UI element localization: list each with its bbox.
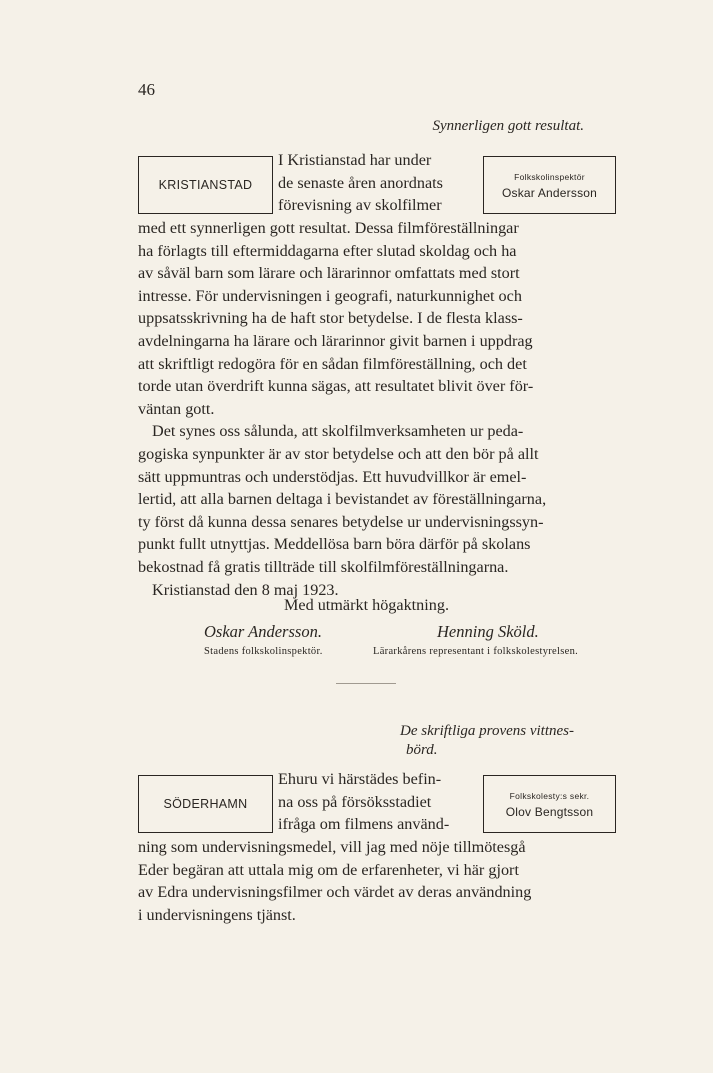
inspector-title: Folkskolesty:s sekr.: [509, 791, 590, 801]
section-heading-2: [400, 722, 620, 760]
place-box-kristianstad: [138, 156, 273, 214]
place-label: KRISTIANSTAD: [158, 178, 253, 192]
side-text-1: [278, 149, 475, 217]
place-box-soderhamn: [138, 775, 273, 833]
inspector-box-1: [483, 156, 616, 214]
text-line: de senaste åren anordnats: [278, 173, 443, 192]
text-line: med ett synnerligen gott resultat. Dessa filmföreställningar: [138, 219, 519, 237]
text-line: att skriftligt redogöra för en sådan filmföreställning, och det: [138, 354, 527, 373]
inspector-name: Olov Bengtsson: [505, 805, 594, 819]
text-line: Ehuru vi härstädes befin-: [278, 770, 442, 788]
dateline: Kristianstad den 8 maj 1923.: [152, 580, 339, 599]
text-line: lertid, att alla barnen deltaga i bevistandet av föreställningarna,: [138, 490, 547, 509]
text-line: punkt fullt utnyttjas. Meddellösa barn böra därför på skolans: [138, 535, 531, 554]
text-line: förevisning av skolfilmer: [278, 196, 442, 215]
text-line: I Kristianstad har under: [278, 151, 432, 169]
section-heading-1: Synnerligen gott resultat.: [432, 118, 584, 134]
text-line: ty först då kunna dessa senares betydelse ur undervisningssyn-: [138, 512, 544, 531]
side-text-2: [278, 768, 475, 836]
signature-title-1: Stadens folkskolinspektör.: [204, 646, 323, 657]
text-line: gogiska synpunkter är av stor betydelse och att den bör på allt: [138, 444, 539, 463]
page-number: 46: [138, 80, 155, 99]
text-line: ifråga om filmens använd-: [278, 815, 450, 834]
body-text-2: [138, 836, 616, 926]
text-line: väntan gott.: [138, 399, 215, 418]
section-divider: [336, 683, 396, 684]
text-line: av Edra undervisningsfilmer och värdet av deras användning: [138, 883, 532, 902]
inspector-title: Folkskolinspektör: [514, 172, 585, 182]
text-line: Det synes oss sålunda, att skolfilmverksamheten ur peda-: [152, 422, 524, 441]
text-line: i undervisningens tjänst.: [138, 905, 296, 924]
body-text-1: [138, 217, 616, 601]
inspector-name: Oskar Andersson: [501, 186, 598, 200]
text-line: intresse. För undervisningen i geografi, naturkunnighet och: [138, 286, 522, 305]
signature-name-1: Oskar Andersson.: [204, 622, 322, 641]
text-line: bekostnad få gratis tillträde till skolfilmföreställningarna.: [138, 557, 509, 576]
text-line: av såväl barn som lärare och lärarinnor omfattats med stort: [138, 264, 520, 283]
text-line: ning som undervisningsmedel, vill jag med nöje tillmötesgå: [138, 838, 526, 856]
greeting: Med utmärkt högaktning.: [284, 596, 449, 614]
signature-name-2: Henning Sköld.: [437, 622, 539, 641]
signature-title-2: Lärarkårens representant i folkskolestyrelsen.: [373, 646, 579, 657]
text-line: na oss på försöksstadiet: [278, 792, 432, 811]
text-line: sätt uppmuntras och understödjas. Ett huvudvillkor är emel-: [138, 467, 527, 486]
place-label: SÖDERHAMN: [163, 797, 248, 811]
text-line: torde utan överdrift kunna sägas, att resultatet blivit över för-: [138, 377, 534, 396]
text-line: ha förlagts till eftermiddagarna efter slutad skoldag och ha: [138, 241, 517, 260]
heading-line: börd.: [406, 742, 438, 758]
text-line: uppsatsskrivning ha de haft stor betydelse. I de flesta klass-: [138, 309, 523, 328]
heading-line: De skriftliga provens vittnes-: [400, 723, 574, 739]
text-line: avdelningarna ha lärare och lärarinnor givit barnen i uppdrag: [138, 331, 533, 350]
inspector-box-2: [483, 775, 616, 833]
text-line: Eder begäran att uttala mig om de erfarenheter, vi här gjort: [138, 860, 519, 879]
